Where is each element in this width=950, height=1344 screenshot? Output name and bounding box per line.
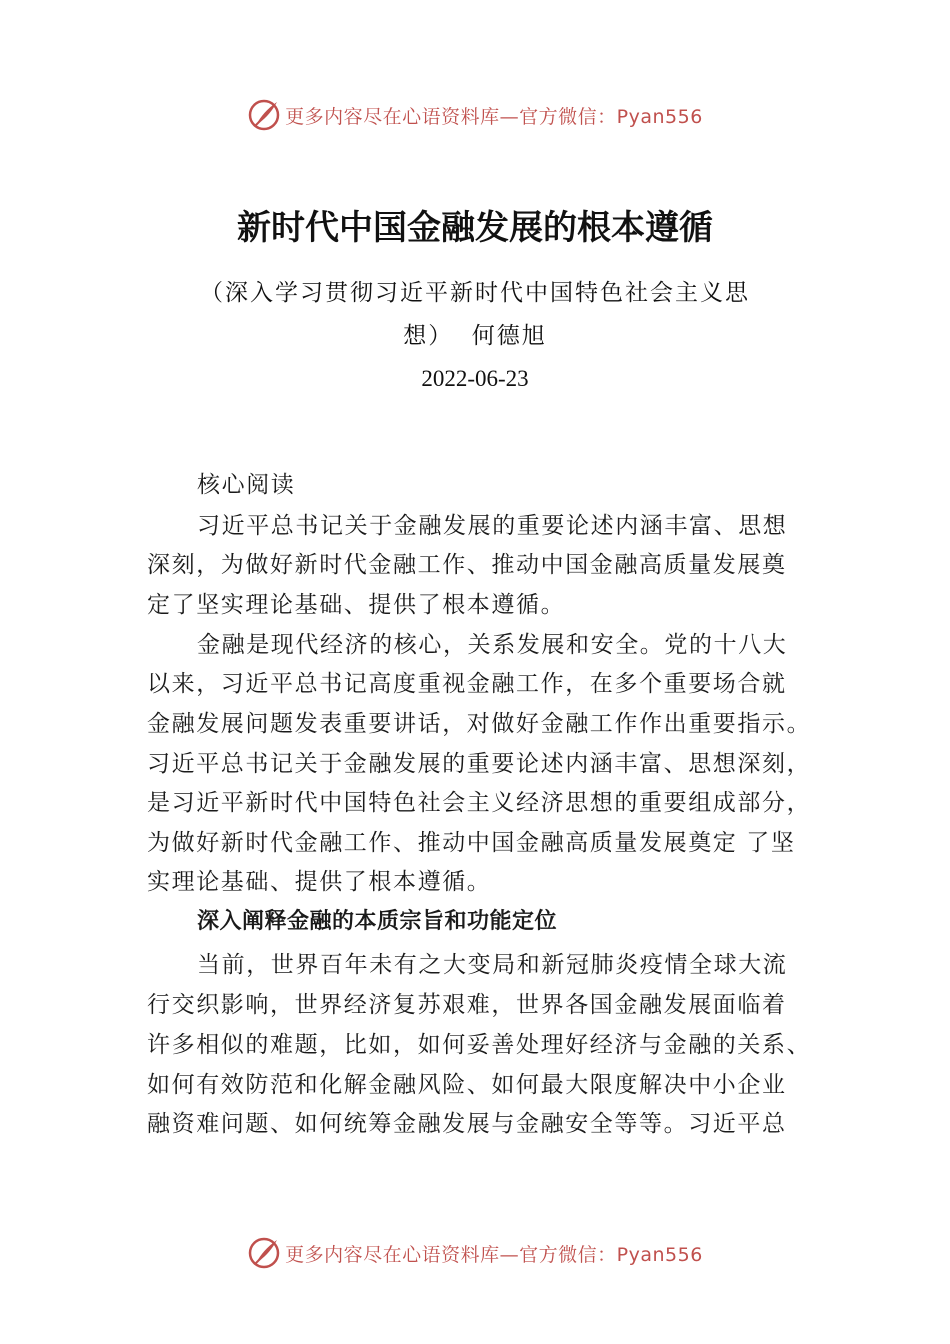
body-line: 习近平总书记关于金融发展的重要论述内涵丰富、思想深刻， — [147, 751, 812, 777]
body-line: 实理论基础、提供了根本遵循。 — [147, 869, 492, 895]
banner-label: 更多内容尽在心语资料库—官方微信： — [285, 105, 617, 128]
body-line: 习近平总书记关于金融发展的重要论述内涵丰富、思想 — [197, 513, 788, 539]
quill-logo-icon — [247, 1236, 281, 1270]
subtitle-line-2: 想） 何德旭 — [403, 323, 547, 349]
body-line: 行交织影响，世界经济复苏艰难，世界各国金融发展面临着 — [147, 992, 787, 1018]
body-line: 融资难问题、如何统筹金融发展与金融安全等等。习近平总 — [147, 1111, 787, 1137]
body-line: 金融是现代经济的核心，关系发展和安全。党的十八大 — [197, 632, 788, 658]
body-line: 以来，习近平总书记高度重视金融工作，在多个重要场合就 — [147, 671, 787, 697]
publish-date: 2022-06-23 — [421, 366, 529, 391]
header-banner — [0, 95, 950, 135]
body-line: 许多相似的难题，比如，如何妥善处理好经济与金融的关系、 — [147, 1032, 812, 1058]
wechat-id: Pyan556 — [616, 105, 703, 128]
body-line: 为做好新时代金融工作、推动中国金融高质量发展奠定 了坚 — [147, 830, 796, 856]
body-line: 当前，世界百年未有之大变局和新冠肺炎疫情全球大流 — [197, 952, 788, 978]
section-heading: 深入阐释金融的本质宗旨和功能定位 — [197, 909, 558, 934]
body-line: 如何有效防范和化解金融风险、如何最大限度解决中小企业 — [147, 1072, 787, 1098]
quill-logo-icon — [247, 98, 281, 132]
banner-text — [285, 1240, 703, 1267]
banner-text — [285, 102, 703, 129]
body-line: 是习近平新时代中国特色社会主义经济思想的重要组成部分， — [147, 790, 812, 816]
body-line: 深刻，为做好新时代金融工作、推动中国金融高质量发展奠 — [147, 552, 787, 578]
subtitle-line-1: （深入学习贯彻习近平新时代中国特色社会主义思 — [200, 280, 750, 306]
body-line: 金融发展问题发表重要讲话，对做好金融工作作出重要指示。 — [147, 711, 812, 737]
body-line: 定了坚实理论基础、提供了根本遵循。 — [147, 592, 566, 618]
banner-label: 更多内容尽在心语资料库—官方微信： — [285, 1243, 617, 1266]
section-label: 核心阅读 — [197, 472, 296, 498]
footer-banner — [0, 1233, 950, 1273]
page-title: 新时代中国金融发展的根本遵循 — [237, 208, 713, 248]
wechat-id: Pyan556 — [616, 1243, 703, 1266]
